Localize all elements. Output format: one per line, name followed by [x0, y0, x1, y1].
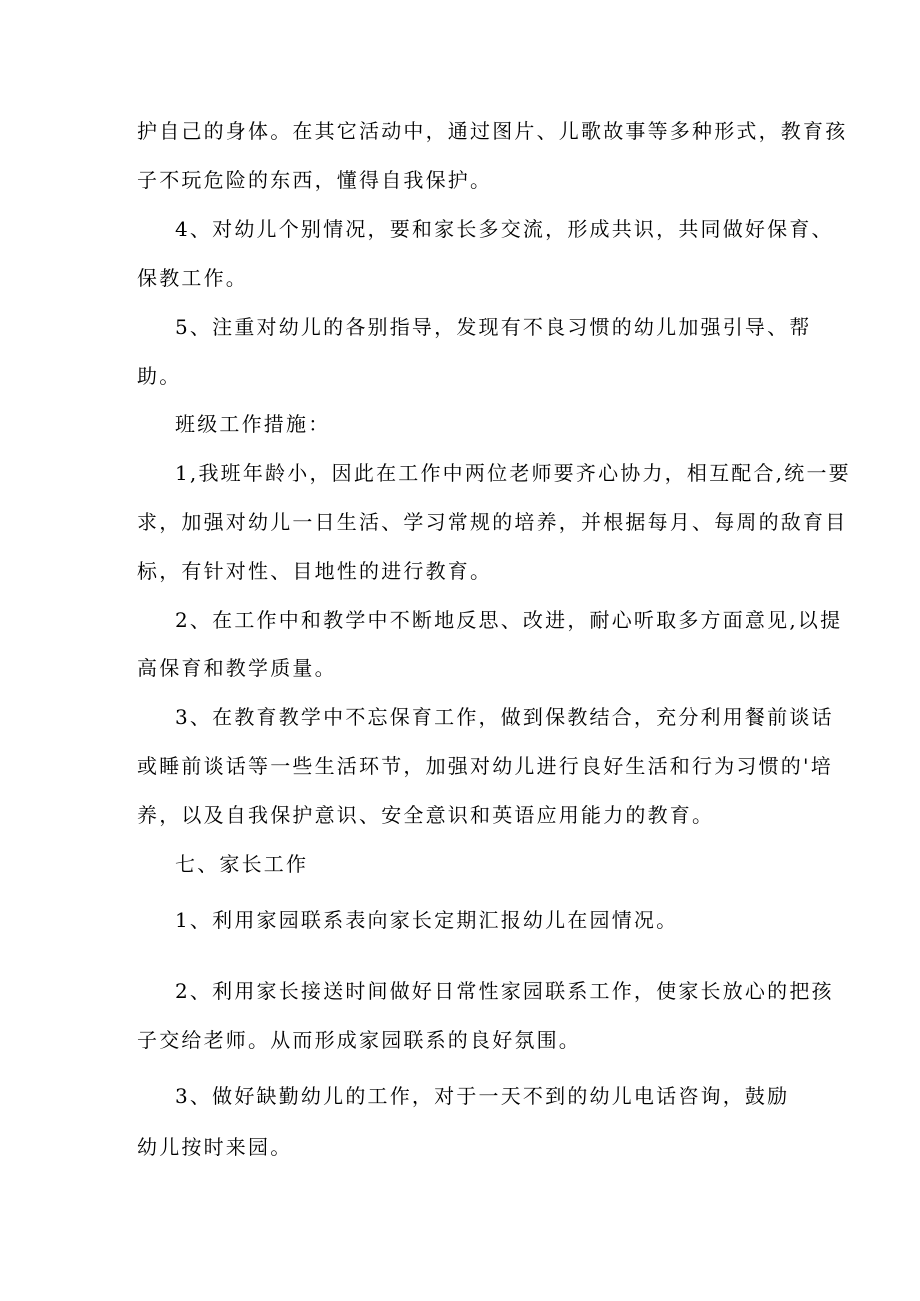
paragraph-4-line-1: 1,我班年龄小，因此在工作中两位老师要齐心协力，相互配合,统一要 — [175, 461, 851, 485]
paragraph-8-line-1: 2、利用家长接送时间做好日常性家园联系工作，使家长放心的把孩 — [175, 979, 834, 1003]
paragraph-4-line-2: 求，加强对幼儿一日生活、学习常规的培养，并根据每月、每周的敌育目 — [137, 510, 848, 534]
paragraph-1-line-2: 子不玩危险的东西，懂得自我保护。 — [137, 168, 493, 192]
paragraph-6-line-2: 或睡前谈话等一些生活环节，加强对幼儿进行良好生活和行为习惯的'培 — [137, 754, 833, 778]
paragraph-8-line-2: 子交给老师。从而形成家园联系的良好氛围。 — [137, 1028, 581, 1052]
paragraph-9-line-2: 幼儿按时来园。 — [137, 1135, 293, 1159]
paragraph-9-line-1: 3、做好缺勤幼儿的工作，对于一天不到的幼儿电话咨询，鼓励 — [175, 1084, 790, 1108]
paragraph-2-line-1: 4、对幼儿个别情况，要和家长多交流，形成共识，共同做好保育、 — [175, 217, 834, 241]
paragraph-6-line-1: 3、在教育教学中不忘保育工作，做到保教结合，充分利用餐前谈话 — [175, 705, 834, 729]
paragraph-5-line-1: 2、在工作中和教学中不断地反思、改进，耐心听取多方面意见,以提 — [175, 608, 843, 632]
paragraph-3-line-1: 5、注重对幼儿的各别指导，发现有不良习惯的幼儿加强引导、帮 — [175, 315, 812, 339]
paragraph-3-line-2: 助。 — [137, 364, 182, 388]
paragraph-5-line-2: 高保育和教学质量。 — [137, 656, 337, 680]
paragraph-7-line-1: 1、利用家园联系表向家长定期汇报幼儿在园情况。 — [175, 908, 679, 932]
section-heading-parent-work: 七、家长工作 — [175, 852, 309, 876]
paragraph-1-line-1: 护自己的身体。在其它活动中，通过图片、儿歌故事等多种形式，教育孩 — [137, 119, 848, 143]
section-heading-class-measures: 班级工作措施： — [175, 412, 331, 436]
paragraph-2-line-2: 保教工作。 — [137, 266, 248, 290]
paragraph-6-line-3: 养，以及自我保护意识、安全意识和英语应用能力的教育。 — [137, 803, 715, 827]
paragraph-4-line-3: 标，有针对性、目地性的进行教育。 — [137, 559, 493, 583]
